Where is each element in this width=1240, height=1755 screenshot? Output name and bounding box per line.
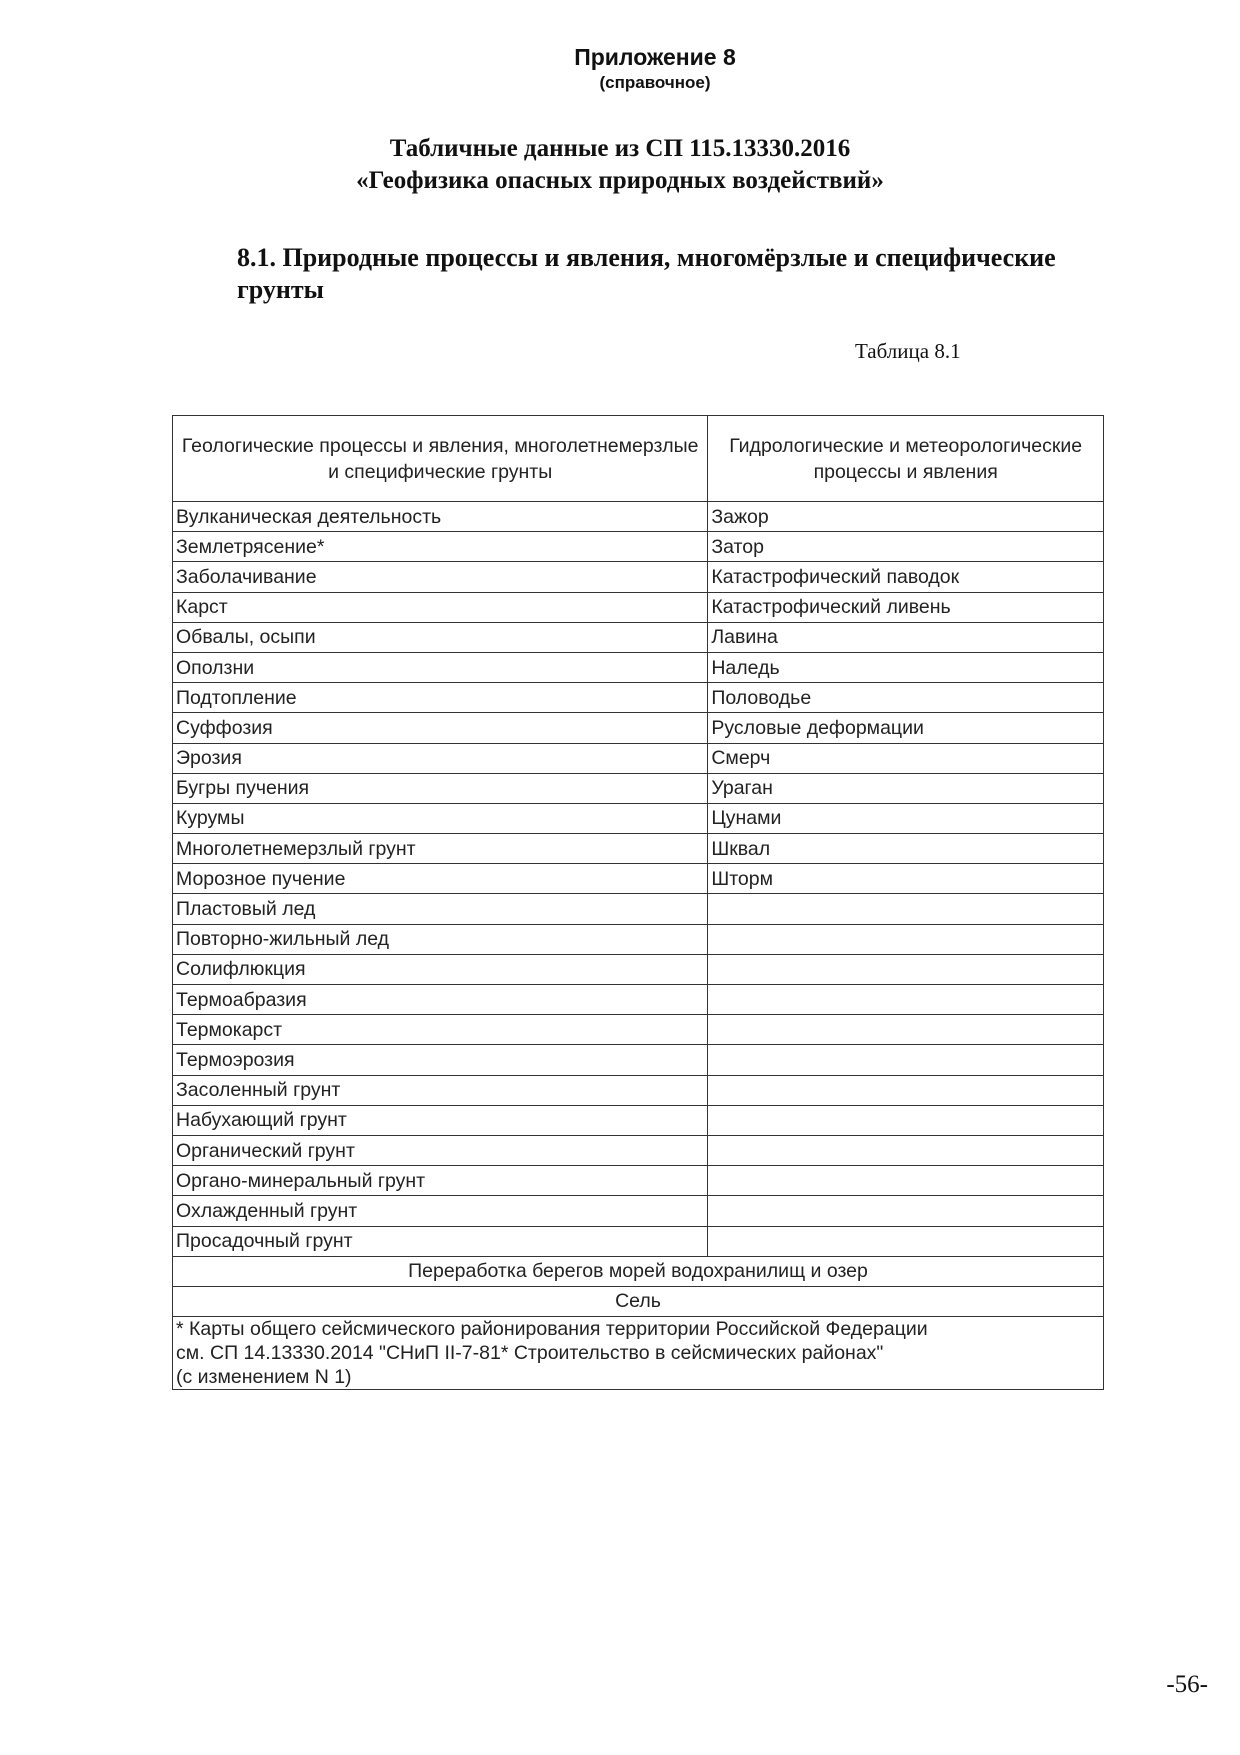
table-row [173,1075,1104,1105]
header-geological: Геологические процессы и явления, многолетнемерзлые и специфические грунты [173,416,708,502]
cell-geological: Суффозия [173,713,708,743]
table-row [173,924,1104,954]
cell-hydrological: Шторм [708,864,1104,894]
cell-hydrological: Смерч [708,743,1104,773]
cell-hydrological: Шквал [708,834,1104,864]
table-row [173,834,1104,864]
section-heading-line-2: грунты [237,275,324,304]
cell-geological: Охлажденный грунт [173,1196,708,1226]
cell-hydrological [708,1196,1104,1226]
appendix-title: Приложение 8 [574,44,736,70]
cell-geological: Курумы [173,803,708,833]
cell-hydrological: Зажор [708,502,1104,532]
cell-geological: Просадочный грунт [173,1226,708,1256]
table-row [173,1166,1104,1196]
cell-geological: Засоленный грунт [173,1075,708,1105]
cell-geological: Органический грунт [173,1135,708,1165]
cell-geological: Повторно-жильный лед [173,924,708,954]
table-row [173,713,1104,743]
cell-hydrological [708,1135,1104,1165]
cell-hydrological [708,1166,1104,1196]
cell-geological: Обвалы, осыпи [173,622,708,652]
table-row [173,954,1104,984]
table-row [173,803,1104,833]
cell-hydrological: Катастрофический ливень [708,592,1104,622]
document-title-line-1: Табличные данные из СП 115.13330.2016 [389,135,851,162]
cell-hydrological: Русловые деформации [708,713,1104,743]
cell-geological: Морозное пучение [173,864,708,894]
table-row [173,864,1104,894]
cell-geological: Термокарст [173,1015,708,1045]
cell-geological: Вулканическая деятельность [173,502,708,532]
table-footnote-row [173,1317,1104,1390]
section-heading-line-1: 8.1. Природные процессы и явления, многомёрзлые и специфические [237,243,1056,272]
table-row [173,562,1104,592]
table-row-merged [173,1286,1104,1316]
cell-hydrological [708,1226,1104,1256]
cell-hydrological: Ураган [708,773,1104,803]
cell-geological: Термоэрозия [173,1045,708,1075]
table-row [173,532,1104,562]
table-caption: Таблица 8.1 [855,339,961,363]
cell-geological: Органо-минеральный грунт [173,1166,708,1196]
cell-geological: Пластовый лед [173,894,708,924]
cell-hydrological: Катастрофический паводок [708,562,1104,592]
cell-geological: Многолетнемерзлый грунт [173,834,708,864]
table-row [173,683,1104,713]
table-row [173,622,1104,652]
cell-hydrological [708,1045,1104,1075]
cell-hydrological: Наледь [708,652,1104,682]
cell-geological: Солифлюкция [173,954,708,984]
cell-hydrological [708,1105,1104,1135]
table-row [173,592,1104,622]
cell-geological: Набухающий грунт [173,1105,708,1135]
cell-hydrological [708,924,1104,954]
table-row [173,1135,1104,1165]
cell-geological: Термоабразия [173,985,708,1015]
cell-geological: Бугры пучения [173,773,708,803]
document-title-line-2: «Геофизика опасных природных воздействий» [356,167,884,194]
cell-hydrological [708,1015,1104,1045]
phenomena-table [172,415,1104,1390]
cell-hydrological: Цунами [708,803,1104,833]
table-header-row [173,416,1104,502]
header-hydrological: Гидрологические и метеорологические процессы и явления [708,416,1104,502]
section-heading [237,242,1177,306]
cell-geological: Карст [173,592,708,622]
table-row [173,502,1104,532]
table-row [173,1015,1104,1045]
appendix-subtitle: (справочное) [599,73,711,92]
table-row [173,894,1104,924]
table-row [173,1045,1104,1075]
cell-geological: Эрозия [173,743,708,773]
cell-hydrological [708,985,1104,1015]
table-row [173,652,1104,682]
cell-geological: Подтопление [173,683,708,713]
cell-hydrological [708,954,1104,984]
cell-geological: Заболачивание [173,562,708,592]
table-row-merged [173,1256,1104,1286]
footnote-line: см. СП 14.13330.2014 "СНиП II-7-81* Строительство в сейсмических районах" [176,1342,884,1365]
document-title [0,133,1240,197]
cell-hydrological: Лавина [708,622,1104,652]
cell-merged: Сель [173,1286,1104,1316]
cell-hydrological: Затор [708,532,1104,562]
table-row [173,985,1104,1015]
page-number: -56- [1166,1671,1208,1698]
table-row [173,1226,1104,1256]
cell-hydrological [708,894,1104,924]
cell-hydrological [708,1075,1104,1105]
footnote-line: (с изменением N 1) [176,1366,352,1389]
cell-hydrological: Половодье [708,683,1104,713]
cell-geological: Землетрясение* [173,532,708,562]
table-row [173,773,1104,803]
cell-geological: Оползни [173,652,708,682]
table-row [173,1196,1104,1226]
table-row [173,743,1104,773]
table-body [173,502,1104,1390]
footnote-line: * Карты общего сейсмического районирования территории Российской Федерации [176,1318,928,1341]
cell-merged: Переработка берегов морей водохранилищ и озер [173,1256,1104,1286]
table-row [173,1105,1104,1135]
table-footnote [173,1317,1104,1390]
